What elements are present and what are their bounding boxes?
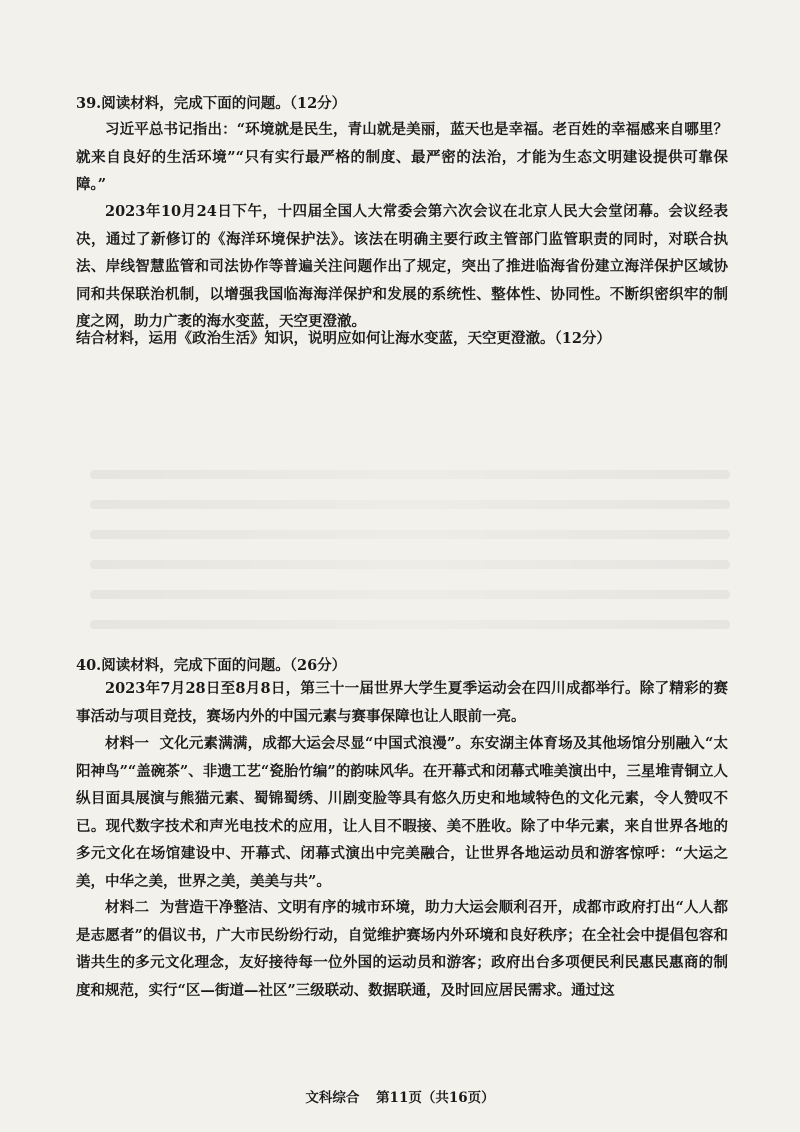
question-40-material-1 <box>76 730 728 895</box>
bleed-through-mark <box>90 560 730 569</box>
material-1-label: 材料一 <box>105 735 150 752</box>
material-2-label: 材料二 <box>105 899 150 916</box>
bleed-through-mark <box>90 590 730 599</box>
question-40-title: 40.阅读材料，完成下面的问题。（26分） <box>76 657 347 674</box>
bleed-through-mark <box>90 620 730 629</box>
question-39-title: 39.阅读材料，完成下面的问题。（12分） <box>76 95 347 112</box>
footer-subject: 文科综合 <box>305 1090 360 1106</box>
question-39-quote: 习近平总书记指出：“环境就是民生，青山就是美丽，蓝天也是幸福。老百姓的幸福感来自哪里？就来自良好的生活环境”“只有实行最严格的制度、最严密的法治，才能为生态文明建设提供可靠保障。” <box>76 121 728 193</box>
page-footer <box>0 1086 800 1106</box>
material-2-text: 为营造干净整洁、文明有序的城市环境，助力大运会顺利召开，成都市政府打出“人人都是志愿者”的倡议书，广大市民纷纷行动，自觉维护赛场内外环境和良好秩序；在全社会中提倡包容和谐共生的多元文化理念，友好接待每一位外国的运动员和游客；政府出台多项便民利民惠民惠商的制度和规范，实行“区—街道—社区”三级联动、数据联通，及时回应居民需求。通过这 <box>76 899 728 999</box>
question-40-intro: 2023年7月28日至8月8日，第三十一届世界大学生夏季运动会在四川成都举行。除了精彩的赛事活动与项目竞技，赛场内外的中国元素与赛事保障也让人眼前一亮。 <box>76 680 728 725</box>
bleed-through-mark <box>90 500 730 509</box>
bleed-through-mark <box>90 530 730 539</box>
material-1-text: 文化元素满满，成都大运会尽显“中国式浪漫”。东安湖主体育场及其他场馆分别融入“太阳神鸟”“盖碗茶”、非遗工艺“瓷胎竹编”的韵味风华。在开幕式和闭幕式唯美演出中，三星堆青铜立人纵目面具展演与熊猫元素、蜀锦蜀绣、川剧变脸等具有悠久历史和地域特色的文化元素，令人赞叹不已。现代数字技术和声光电技术的应用，让人目不暇接、美不胜收。除了中华元素，来自世界各地的多元文化在场馆建设中、开幕式、闭幕式演出中完美融合，让世界各地运动员和游客惊呼：“大运之美，中华之美，世界之美，美美与共”。 <box>76 735 728 890</box>
footer-page-number: 第11页（共16页） <box>376 1090 495 1106</box>
question-39-prompt: 结合材料，运用《政治生活》知识，说明应如何让海水变蓝，天空更澄澈。（12分） <box>76 330 611 347</box>
question-40-material-2 <box>76 894 728 1004</box>
bleed-through-mark <box>90 470 730 479</box>
question-39-material: 2023年10月24日下午，十四届全国人大常委会第六次会议在北京人民大会堂闭幕。会议经表决，通过了新修订的《海洋环境保护法》。该法在明确主要行政主管部门监管职责的同时，对联合执法、岸线智慧监管和司法协作等普遍关注问题作出了规定，突出了推进临海省份建立海洋保护区域协同和共保联治机制，以增强我国临海海洋保护和发展的系统性、整体性、协同性。不断织密织牢的制度之网，助力广袤的海水变蓝，天空更澄澈。 <box>76 203 728 330</box>
